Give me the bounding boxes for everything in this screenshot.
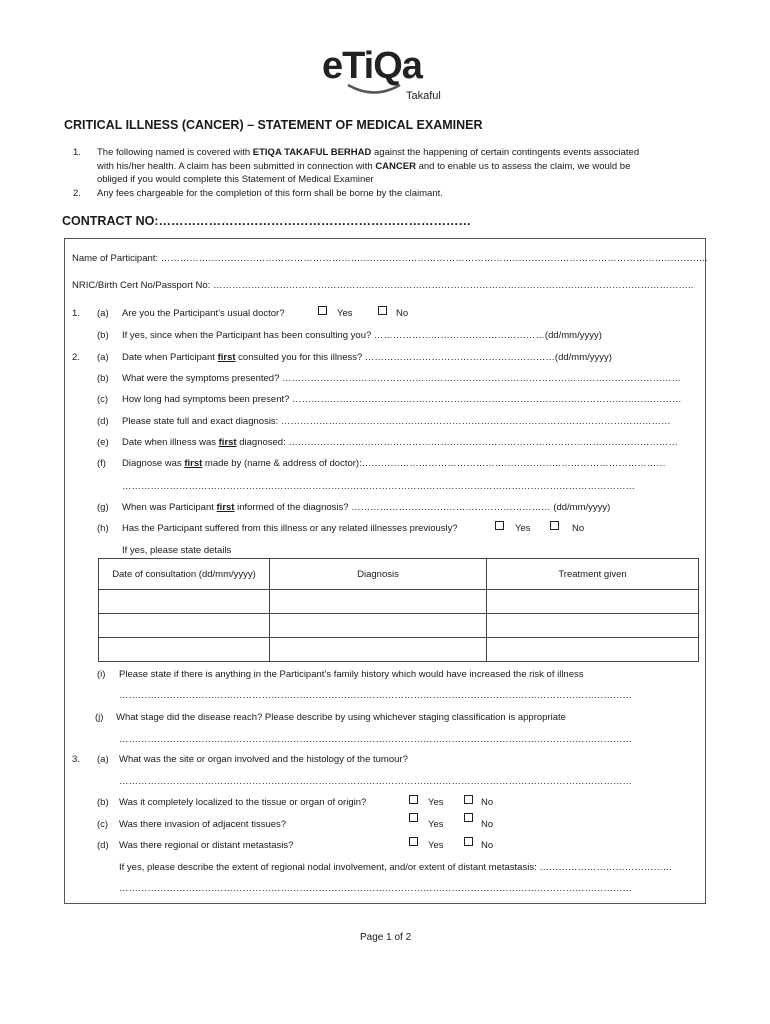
question-2i-field[interactable]: ……………………………………………………………………………………………………………………………………………… xyxy=(119,690,632,701)
question-number: 1. xyxy=(72,308,80,319)
details-prompt: If yes, please state details xyxy=(122,545,232,556)
contract-number-field[interactable]: CONTRACT NO:………………………………………………………………… xyxy=(62,214,472,228)
question-2e-field[interactable]: Date when illness was first diagnosed: …………………………………………………………………………………………………………… xyxy=(122,437,678,448)
question-2h: Has the Participant suffered from this illness or any related illnesses previously? xyxy=(122,523,458,534)
intro-line: Any fees chargeable for the completion of this form shall be borne by the claimant. xyxy=(97,188,443,199)
metastasis-yes-checkbox[interactable] xyxy=(409,837,418,846)
intro-line: with his/her health. A claim has been submitted in connection with CANCER and to enable us to assess the claim, we would be xyxy=(97,161,631,172)
nric-field[interactable]: NRIC/Birth Cert No/Passport No: …………………………………………………………………………………………………………………………………….. xyxy=(72,280,694,291)
table-row xyxy=(99,614,699,638)
previous-illness-no-checkbox[interactable] xyxy=(550,521,559,530)
metastasis-extent-field[interactable]: If yes, please describe the extent of regional nodal involvement, and/or extent of distant metastasis: …………………………………… xyxy=(119,862,673,873)
question-2g-field[interactable]: When was Participant first informed of the diagnosis? ……………………………………………………… (dd/mm/yyyy) xyxy=(122,502,611,513)
question-label: (d) xyxy=(97,416,109,427)
question-label: (h) xyxy=(97,523,109,534)
question-1a: Are you the Participant’s usual doctor? xyxy=(122,308,285,319)
localized-yes-checkbox[interactable] xyxy=(409,795,418,804)
invasion-no-checkbox[interactable] xyxy=(464,813,473,822)
intro-line: The following named is covered with ETIQA TAKAFUL BERHAD against the happening of certain contingents events associated xyxy=(97,147,640,158)
question-label: (c) xyxy=(97,394,109,405)
no-label: No xyxy=(396,308,409,319)
question-3b: Was it completely localized to the tissue or organ of origin? xyxy=(119,797,367,808)
table-cell[interactable] xyxy=(487,638,699,662)
table-cell[interactable] xyxy=(487,590,699,614)
no-label: No xyxy=(481,819,494,830)
localized-no-checkbox[interactable] xyxy=(464,795,473,804)
question-label: (i) xyxy=(97,669,106,680)
table-cell[interactable] xyxy=(270,590,487,614)
table-row xyxy=(99,590,699,614)
question-3a-field[interactable]: ……………………………………………………………………………………………………………………………………………… xyxy=(119,776,632,787)
question-label: (b) xyxy=(97,330,109,341)
question-label: (b) xyxy=(97,373,109,384)
metastasis-no-checkbox[interactable] xyxy=(464,837,473,846)
usual-doctor-no-checkbox[interactable] xyxy=(378,306,387,315)
logo-swoosh-icon xyxy=(346,82,402,98)
question-label: (a) xyxy=(97,754,109,765)
question-number: 2. xyxy=(72,352,80,363)
question-label: (c) xyxy=(97,819,109,830)
table-cell[interactable] xyxy=(99,638,270,662)
page-number: Page 1 of 2 xyxy=(360,932,412,943)
no-label: No xyxy=(481,840,494,851)
etiqa-logo: eTiQa xyxy=(322,45,422,87)
yes-label: Yes xyxy=(428,840,444,851)
question-1b-field[interactable]: If yes, since when the Participant has been consulting you? ………………………………………………(dd/mm/yyyy) xyxy=(122,330,602,341)
invasion-yes-checkbox[interactable] xyxy=(409,813,418,822)
question-number: 3. xyxy=(72,754,80,765)
no-label: No xyxy=(481,797,494,808)
usual-doctor-yes-checkbox[interactable] xyxy=(318,306,327,315)
yes-label: Yes xyxy=(428,819,444,830)
table-row xyxy=(99,638,699,662)
logo-subtitle: Takaful xyxy=(406,90,441,102)
yes-label: Yes xyxy=(428,797,444,808)
question-2d-field[interactable]: Please state full and exact diagnosis: …………………………………………………………………………………………………………… xyxy=(122,416,671,427)
table-cell[interactable] xyxy=(99,590,270,614)
question-3c: Was there invasion of adjacent tissues? xyxy=(119,819,287,830)
no-label: No xyxy=(572,523,585,534)
previous-illness-yes-checkbox[interactable] xyxy=(495,521,504,530)
question-label: (b) xyxy=(97,797,109,808)
intro-number-2: 2. xyxy=(73,188,81,199)
participant-name-field[interactable]: Name of Participant: ……………………………………………………………………………………………………………………………………………………….. xyxy=(72,253,708,264)
question-label: (d) xyxy=(97,840,109,851)
yes-label: Yes xyxy=(337,308,353,319)
question-2f-field[interactable]: Diagnose was first made by (name & address of doctor):…………………………………………………………………………………… xyxy=(122,458,666,469)
question-2i: Please state if there is anything in the Participant’s family history which would have increased the risk of illness xyxy=(119,669,584,680)
question-3d: Was there regional or distant metastasis? xyxy=(119,840,294,851)
question-2f-continuation[interactable]: ……………………………………………………………………………………………………………………………………………… xyxy=(122,481,635,492)
question-2c-field[interactable]: How long had symptoms been present? …………………………………………………………………………………………………………… xyxy=(122,394,682,405)
table-cell[interactable] xyxy=(270,614,487,638)
question-2j: What stage did the disease reach? Please describe by using whichever staging classification is appropriate xyxy=(116,712,566,723)
question-2j-field[interactable]: ……………………………………………………………………………………………………………………………………………… xyxy=(119,734,632,745)
metastasis-extent-continuation[interactable]: ……………………………………………………………………………………………………………………………………………… xyxy=(119,883,632,894)
question-label: (a) xyxy=(97,352,109,363)
question-label: (e) xyxy=(97,437,109,448)
question-3a: What was the site or organ involved and the histology of the tumour? xyxy=(119,754,408,765)
page-title: CRITICAL ILLNESS (CANCER) – STATEMENT OF MEDICAL EXAMINER xyxy=(64,118,483,132)
table-cell[interactable] xyxy=(99,614,270,638)
table-cell[interactable] xyxy=(270,638,487,662)
question-label: (f) xyxy=(97,458,106,469)
yes-label: Yes xyxy=(515,523,531,534)
intro-number-1: 1. xyxy=(73,147,81,158)
intro-line: obliged if you would complete this Statement of Medical Examiner xyxy=(97,174,374,185)
question-2a-field[interactable]: Date when Participant first consulted you for this illness? ……………………………………………………(dd/mm/yyyy) xyxy=(122,352,612,363)
table-header: Date of consultation (dd/mm/yyyy) xyxy=(99,559,270,590)
consultation-history-table xyxy=(98,558,699,662)
table-header: Diagnosis xyxy=(270,559,487,590)
table-cell[interactable] xyxy=(487,614,699,638)
question-label: (j) xyxy=(95,712,104,723)
table-header: Treatment given xyxy=(487,559,699,590)
question-label: (g) xyxy=(97,502,109,513)
question-2b-field[interactable]: What were the symptoms presented? ……………………………………………………………………………………………………………… xyxy=(122,373,681,384)
question-label: (a) xyxy=(97,308,109,319)
